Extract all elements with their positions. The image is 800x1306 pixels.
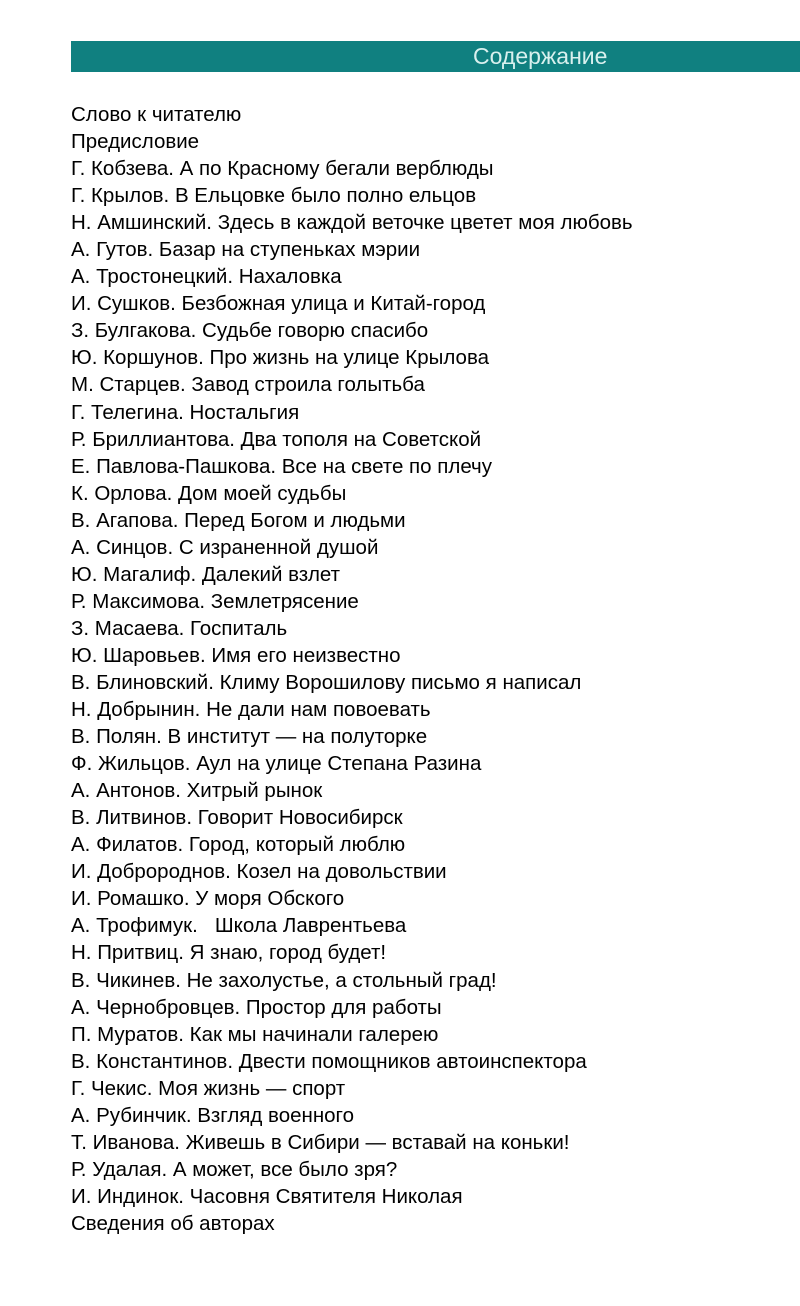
toc-entry[interactable]: В. Константинов. Двести помощников автоинспектора [71, 1049, 587, 1073]
page-title: Содержание [473, 43, 608, 69]
toc-entry[interactable]: Г. Телегина. Ностальгия [71, 400, 300, 424]
toc-entry[interactable]: И. Индинок. Часовня Святителя Николая [71, 1184, 463, 1208]
toc-entry[interactable]: Ю. Шаровьев. Имя его неизвестно [71, 643, 401, 667]
toc-entry[interactable]: Ю. Коршунов. Про жизнь на улице Крылова [71, 346, 490, 370]
toc-entry[interactable]: Предисловие [71, 130, 200, 154]
toc-entry[interactable]: Н. Добрынин. Не дали нам повоевать [71, 698, 431, 722]
toc-entry[interactable]: А. Рубинчик. Взгляд военного [71, 1103, 354, 1127]
toc-entry[interactable]: Слово к читателю [71, 103, 242, 126]
toc-entry[interactable]: И. Добророднов. Козел на довольствии [71, 860, 447, 884]
toc-entry[interactable]: В. Агапова. Перед Богом и людьми [71, 508, 406, 532]
toc-entry[interactable]: К. Орлова. Дом моей судьбы [71, 481, 347, 505]
toc-entry[interactable]: П. Муратов. Как мы начинали галерею [71, 1022, 439, 1046]
toc-entry[interactable]: И. Ромашко. У моря Обского [71, 887, 345, 911]
toc-entry[interactable]: А. Гутов. Базар на ступеньках мэрии [71, 238, 421, 262]
toc-entry[interactable]: А. Тростонецкий. Нахаловка [71, 265, 342, 289]
toc-header-bar [71, 41, 800, 72]
toc-entry[interactable]: М. Старцев. Завод строила голытьба [71, 373, 425, 397]
toc-entry[interactable]: З. Булгакова. Судьбе говорю спасибо [71, 319, 429, 343]
toc-entry[interactable]: А. Чернобровцев. Простор для работы [71, 995, 442, 1019]
toc-entry[interactable]: Сведения об авторах [71, 1211, 275, 1235]
toc-entry[interactable]: Г. Кобзева. А по Красному бегали верблюды [71, 157, 494, 181]
toc-entry[interactable]: Н. Притвиц. Я знаю, город будет! [71, 941, 387, 965]
toc-list [71, 101, 633, 1237]
toc-entry[interactable]: Р. Удалая. А может, все было зря? [71, 1157, 398, 1181]
toc-entry[interactable]: З. Масаева. Госпиталь [71, 616, 288, 640]
toc-entry[interactable]: В. Полян. В институт — на полуторке [71, 725, 428, 749]
toc-entry[interactable]: И. Сушков. Безбожная улица и Китай-город [71, 292, 486, 316]
toc-entry[interactable]: А. Трофимук. Школа Лаврентьева [71, 914, 407, 938]
toc-entry[interactable]: Г. Крылов. В Ельцовке было полно ельцов [71, 184, 477, 208]
toc-entry[interactable]: В. Чикинев. Не захолустье, а стольный град! [71, 968, 497, 992]
toc-entry[interactable]: А. Филатов. Город, который люблю [71, 833, 406, 857]
toc-entry[interactable]: Ф. Жильцов. Аул на улице Степана Разина [71, 752, 482, 776]
toc-entry[interactable]: Н. Амшинский. Здесь в каждой веточке цветет моя любовь [71, 211, 633, 235]
toc-entry[interactable]: Р. Бриллиантова. Два тополя на Советской [71, 427, 482, 451]
toc-entry[interactable]: Ю. Магалиф. Далекий взлет [71, 562, 341, 586]
toc-entry[interactable]: Р. Максимова. Землетрясение [71, 589, 359, 613]
toc-entry[interactable]: В. Блиновский. Климу Ворошилову письмо я написал [71, 670, 582, 694]
toc-entry[interactable]: Е. Павлова-Пашкова. Все на свете по плечу [71, 454, 492, 478]
toc-entry[interactable]: А. Синцов. С израненной душой [71, 535, 379, 559]
toc-entry[interactable]: А. Антонов. Хитрый рынок [71, 779, 323, 803]
toc-entry[interactable]: Т. Иванова. Живешь в Сибири — вставай на коньки! [71, 1130, 570, 1154]
toc-entry[interactable]: В. Литвинов. Говорит Новосибирск [71, 806, 403, 830]
toc-entry[interactable]: Г. Чекис. Моя жизнь — спорт [71, 1076, 346, 1100]
